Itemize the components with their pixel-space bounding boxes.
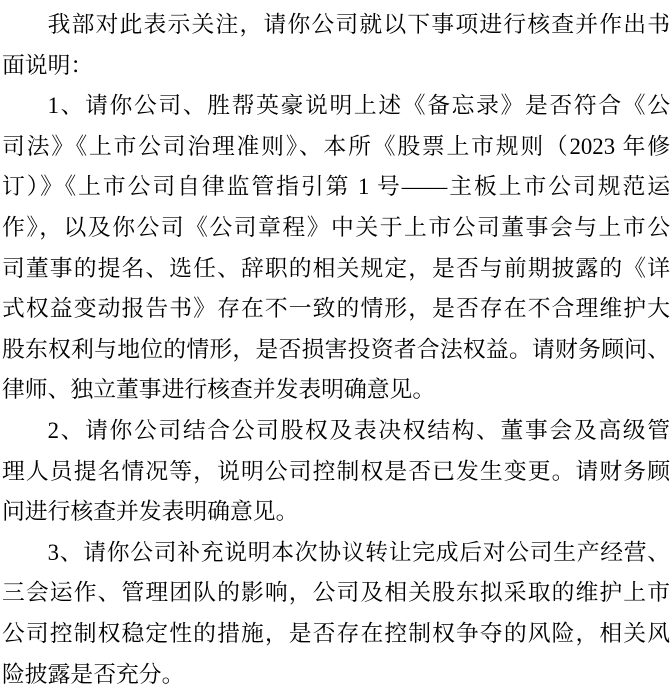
paragraph-item-2 xyxy=(2,411,670,533)
text-line: 1、请你公司、胜帮英豪说明上述《备忘录》是否符合《公 xyxy=(47,93,670,119)
paragraph-intro xyxy=(2,5,670,86)
text-line: 我部对此表示关注，请你公司就以下事项进行核查并作出书 xyxy=(47,12,670,37)
text-line: 公司控制权稳定性的措施，是否存在控制权争夺的风险，相关风 xyxy=(2,620,670,646)
text-line: 理人员提名情况等，说明公司控制权是否已发生变更。请财务顾 xyxy=(2,458,670,484)
text-line: 司法》《上市公司治理准则》、本所《股票上市规则（2023 年修 xyxy=(2,133,670,159)
text-line: 面说明： xyxy=(2,52,94,78)
text-line: 律师、独立董事进行核查并发表明确意见。 xyxy=(2,377,436,403)
text-line: 问进行核查并发表明确意见。 xyxy=(2,499,299,525)
text-line: 订）》《上市公司自律监管指引第 1 号——主板上市公司规范运 xyxy=(2,174,670,200)
text-line: 三会运作、管理团队的影响，公司及相关股东拟采取的维护上市 xyxy=(2,580,670,606)
text-line: 险披露是否充分。 xyxy=(2,661,185,687)
text-line: 作》，以及你公司《公司章程》中关于上市公司董事会与上市公 xyxy=(2,214,670,240)
text-line: 式权益变动报告书》存在不一致的情形，是否存在不合理维护大 xyxy=(2,296,670,322)
text-line: 3、请你公司补充说明本次协议转让完成后对公司生产经营、 xyxy=(47,539,670,565)
text-line: 2、请你公司结合公司股权及表决权结构、董事会及高级管 xyxy=(47,417,670,443)
paragraph-item-3 xyxy=(2,533,670,695)
text-line: 司董事的提名、选任、辞职的相关规定，是否与前期披露的《详 xyxy=(2,255,670,281)
paragraph-item-1 xyxy=(2,86,670,411)
text-line: 股东权利与地位的情形，是否损害投资者合法权益。请财务顾问、 xyxy=(2,336,670,362)
